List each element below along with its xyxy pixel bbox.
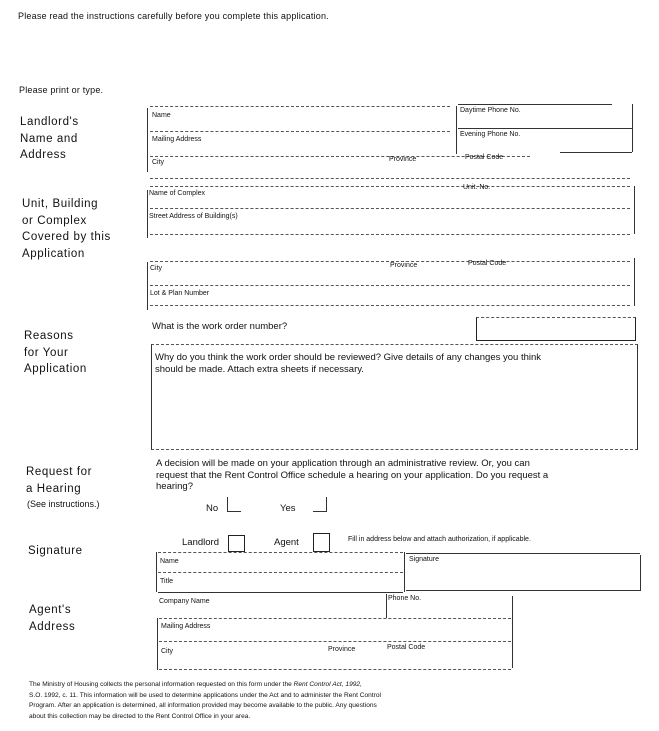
agent-phone-label: Phone No. — [388, 595, 422, 602]
reasons-heading: Reasons for Your Application — [24, 330, 87, 375]
signature-agent-label: Agent — [274, 537, 299, 548]
unit-postal-code-label: Postal Code — [468, 260, 507, 267]
landlord-province-label: Province — [389, 156, 417, 163]
hearing-text: A decision will be made on your application through an administrative review. Or, you can request that the Rent Control Office schedule a hearing on your application. Do you request a hearing? — [156, 458, 549, 492]
agent-province-label: Province — [328, 646, 356, 653]
signature-name-label: Name — [160, 558, 179, 565]
landlord-mailing-address-label: Mailing Address — [152, 136, 202, 143]
hearing-no-checkbox[interactable] — [227, 497, 241, 512]
agent-heading: Agent's Address — [29, 604, 76, 633]
work-order-number-field[interactable] — [476, 317, 636, 341]
unit-no-label: Unit. No. — [463, 184, 491, 191]
landlord-checkbox[interactable] — [228, 535, 245, 552]
unit-city-label: City — [150, 265, 163, 272]
agent-mailing-address-label: Mailing Address — [161, 623, 211, 630]
work-order-question: What is the work order number? — [152, 321, 288, 332]
agent-company-name-label: Company Name — [159, 598, 210, 605]
landlord-name-label: Name — [152, 112, 171, 119]
signature-landlord-label: Landlord — [182, 537, 219, 548]
landlord-city-label: City — [152, 159, 165, 166]
hearing-yes-checkbox[interactable] — [313, 497, 327, 512]
review-reasons-field[interactable] — [151, 344, 638, 450]
agent-postal-code-label: Postal Code — [387, 644, 426, 651]
landlord-daytime-phone-label: Daytime Phone No. — [460, 107, 521, 114]
signature-title-label: Title — [160, 578, 173, 585]
signature-heading: Signature — [28, 545, 83, 557]
lot-plan-label: Lot & Plan Number — [150, 290, 210, 297]
hearing-heading: Request for a Hearing — [26, 466, 93, 495]
privacy-notice: The Ministry of Housing collects the personal information requested on this form under the Rent Control Act, 1992, S.O. 1992, c. 11. This information will be used to determine applications under the Act and to administer the Rent Control Program. After an application is determined, all information provided may become available to the public. Any questions about this collection may be directed to the Rent Control Office in your area. — [29, 681, 381, 720]
agent-checkbox[interactable] — [313, 533, 330, 552]
landlord-postal-code-label: Postal Code — [465, 154, 504, 161]
hearing-yes-label: Yes — [280, 503, 296, 514]
signature-signature-label: Signature — [409, 556, 439, 563]
print-note: Please print or type. — [19, 85, 104, 95]
review-question: Why do you think the work order should be reviewed? Give details of any changes you think should be made. Attach extra sheets if necessary. — [155, 352, 542, 375]
complex-name-label: Name of Complex — [149, 190, 206, 197]
unit-province-label: Province — [390, 262, 418, 269]
landlord-heading: Landlord's Name and Address — [20, 116, 79, 161]
agent-city-label: City — [161, 648, 174, 655]
agent-note: Fill in address below and attach authorization, if applicable. — [348, 536, 531, 543]
street-address-label: Street Address of Building(s) — [149, 213, 238, 220]
unit-heading: Unit, Building or Complex Covered by this Application — [22, 198, 111, 260]
landlord-evening-phone-label: Evening Phone No. — [460, 131, 521, 138]
hearing-subheading: (See instructions.) — [27, 499, 100, 509]
intro-text: Please read the instructions carefully before you complete this application. — [18, 11, 329, 21]
hearing-no-label: No — [206, 503, 219, 514]
